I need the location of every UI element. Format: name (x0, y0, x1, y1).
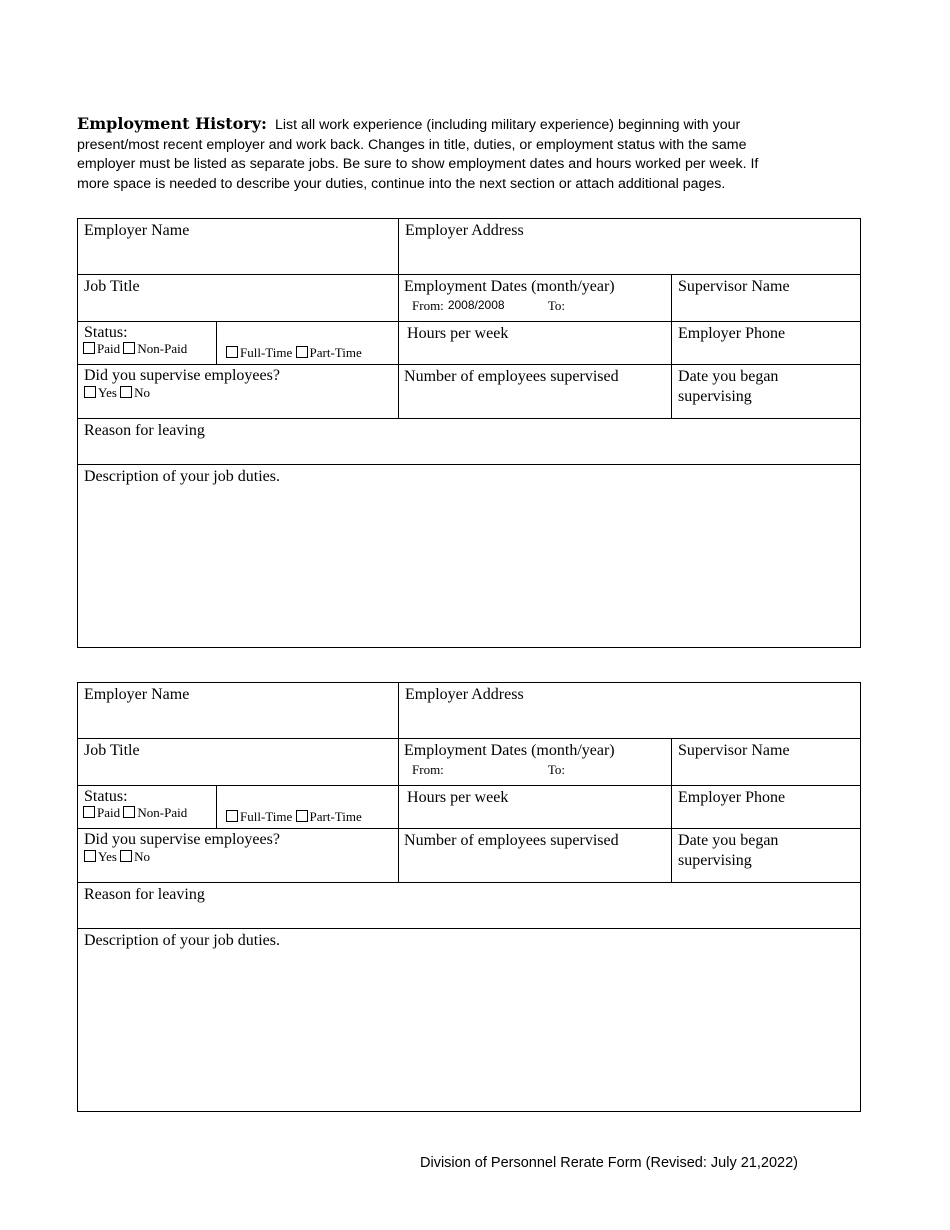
paid-label: Paid (97, 805, 121, 820)
from-label: From: (412, 298, 444, 313)
to-label: To: (547, 298, 565, 313)
job-duties-field[interactable] (78, 929, 861, 1112)
date-began-label: Date you began supervising (678, 832, 779, 869)
employment-dates-label: Employment Dates (month/year) (404, 278, 615, 295)
date-began-label: Date you began supervising (678, 368, 779, 405)
hours-per-week-field[interactable] (399, 322, 672, 365)
num-supervised-field[interactable] (399, 365, 672, 419)
yes-label: Yes (98, 849, 117, 864)
full-time-label: Full-Time (240, 345, 293, 360)
paid-checkbox[interactable] (83, 806, 95, 818)
job-title-label: Job Title (84, 742, 140, 759)
non-paid-label: Non-Paid (137, 341, 188, 356)
part-time-label: Part-Time (309, 809, 362, 824)
part-time-label: Part-Time (309, 345, 362, 360)
date-began-field[interactable] (672, 829, 861, 883)
paid-label: Paid (97, 341, 121, 356)
supervisor-name-label: Supervisor Name (678, 742, 790, 759)
section-heading: Employment History: (77, 114, 267, 133)
job-title-label: Job Title (84, 278, 140, 295)
hours-per-week-label: Hours per week (407, 325, 509, 342)
part-time-checkbox[interactable] (296, 810, 308, 822)
supervisor-name-label: Supervisor Name (678, 278, 790, 295)
reason-leaving-label: Reason for leaving (84, 422, 205, 439)
no-label: No (134, 385, 151, 400)
intro-line: List all work experience (including military experience) beginning with your (274, 117, 741, 133)
date-began-field[interactable] (672, 365, 861, 419)
supervise-cell (78, 365, 399, 419)
num-supervised-label: Number of employees supervised (404, 368, 619, 385)
status-label: Status: (84, 324, 128, 341)
job-duties-field[interactable] (78, 465, 861, 648)
status-label: Status: (84, 788, 128, 805)
employer-name-field[interactable] (78, 219, 399, 275)
employer-address-label: Employer Address (405, 686, 524, 703)
yes-label: Yes (98, 385, 117, 400)
hours-per-week-field[interactable] (399, 786, 672, 829)
employer-phone-field[interactable] (672, 322, 861, 365)
employer-name-field[interactable] (78, 683, 399, 739)
footer: Division of Personnel Rerate Form (Revised: July 21,2022) (420, 1155, 798, 1171)
full-time-checkbox[interactable] (226, 346, 238, 358)
employer-address-label: Employer Address (405, 222, 524, 239)
supervisor-name-field[interactable] (672, 739, 861, 786)
job-duties-label: Description of your job duties. (84, 468, 280, 485)
employer-address-field[interactable] (399, 683, 861, 739)
employer-phone-label: Employer Phone (678, 789, 786, 806)
reason-leaving-field[interactable] (78, 419, 861, 465)
yes-checkbox[interactable] (84, 386, 96, 398)
employment-dates-label: Employment Dates (month/year) (404, 742, 615, 759)
num-supervised-field[interactable] (399, 829, 672, 883)
no-label: No (134, 849, 151, 864)
non-paid-checkbox[interactable] (123, 806, 135, 818)
employment-entry-table (77, 682, 861, 1112)
intro (77, 114, 867, 194)
employer-address-field[interactable] (399, 219, 861, 275)
employer-phone-label: Employer Phone (678, 325, 786, 342)
employment-dates-field[interactable] (399, 275, 672, 322)
employment-dates-field[interactable] (399, 739, 672, 786)
employment-type-cell (217, 786, 399, 829)
intro-line: employer must be listed as separate jobs. Be sure to show employment dates and hours worked per week. If (77, 156, 759, 172)
job-duties-label: Description of your job duties. (84, 932, 280, 949)
yes-checkbox[interactable] (84, 850, 96, 862)
employer-name-label: Employer Name (84, 222, 190, 239)
no-checkbox[interactable] (120, 386, 132, 398)
status-cell (78, 786, 217, 829)
non-paid-checkbox[interactable] (123, 342, 135, 354)
employment-entry-table (77, 218, 861, 648)
from-value[interactable] (448, 760, 538, 779)
job-title-field[interactable] (78, 739, 399, 786)
intro-line: more space is needed to describe your duties, continue into the next section or attach additional pages. (77, 175, 726, 192)
supervise-cell (78, 829, 399, 883)
job-title-field[interactable] (78, 275, 399, 322)
reason-leaving-label: Reason for leaving (84, 886, 205, 903)
to-value[interactable] (569, 760, 659, 779)
no-checkbox[interactable] (120, 850, 132, 862)
employment-type-cell (217, 322, 399, 365)
supervisor-name-field[interactable] (672, 275, 861, 322)
employer-name-label: Employer Name (84, 686, 190, 703)
from-value[interactable]: 2008/2008 (447, 298, 505, 312)
to-label: To: (547, 762, 565, 777)
non-paid-label: Non-Paid (137, 805, 188, 820)
hours-per-week-label: Hours per week (407, 789, 509, 806)
supervise-label: Did you supervise employees? (84, 367, 280, 384)
paid-checkbox[interactable] (83, 342, 95, 354)
intro-line: present/most recent employer and work back. Changes in title, duties, or employment status with the same (77, 136, 747, 153)
reason-leaving-field[interactable] (78, 883, 861, 929)
to-value[interactable] (569, 296, 659, 315)
num-supervised-label: Number of employees supervised (404, 832, 619, 849)
supervise-label: Did you supervise employees? (84, 831, 280, 848)
full-time-checkbox[interactable] (226, 810, 238, 822)
full-time-label: Full-Time (240, 809, 293, 824)
employer-phone-field[interactable] (672, 786, 861, 829)
part-time-checkbox[interactable] (296, 346, 308, 358)
from-label: From: (412, 762, 444, 777)
status-cell (78, 322, 217, 365)
